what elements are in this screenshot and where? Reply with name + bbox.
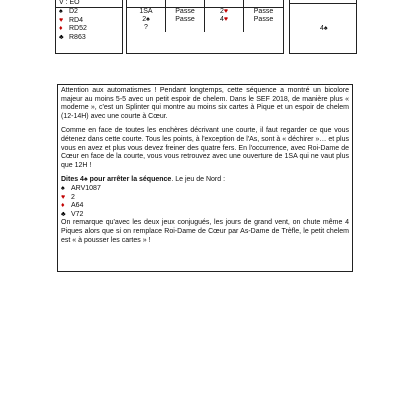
answer-bold: Dites 4♠ pour arrêter la séquence [61, 176, 172, 184]
hand-cards: R863 [69, 33, 86, 41]
bid-header [166, 0, 205, 8]
answer-box-header [290, 0, 356, 4]
hand-clubs [56, 34, 122, 43]
bidding-header [127, 0, 283, 8]
north-cards: ARV1087 [71, 184, 101, 192]
paragraph-2: Comme en face de toutes les enchères décrivant une courte, il faut regarder ce que vous détenez dans cette courte. Tous les points, à l'exception de l'As, sont à « déchirer »… et plus vous en avez et plus vous devez freiner des quatre fers. En l'occurrence, avec Roi-Dame de Cœur en face de la courte, vous vous retrouvez avec une ouverture de 1SA qui ne vaut plus que 12H ! [61, 127, 349, 169]
bid-cell: Passe [253, 16, 274, 23]
bid-cell: 2♠ [127, 16, 166, 24]
north-clubs [61, 211, 349, 220]
diamond-icon: ♦ [61, 202, 65, 210]
bid-cell [166, 24, 205, 32]
bid-cell: 1SA [127, 8, 166, 16]
hand-cards: RD4 [69, 16, 84, 24]
answer-bid: 4♠ [320, 25, 328, 32]
bid-header [205, 0, 244, 8]
bid-cell: 2♥ [205, 8, 244, 16]
bid-cell: Passe [166, 16, 205, 24]
north-cards: V72 [71, 210, 84, 218]
north-cards: 2 [71, 193, 75, 201]
answer-line [61, 176, 349, 185]
diamond-icon: ♦ [59, 25, 63, 32]
north-hearts [61, 194, 349, 203]
bid-cell: Passe [253, 8, 274, 15]
paragraph-1: Attention aux automatismes ! Pendant longtemps, cette séquence a montré un bicolore majeur au moins 5-5 avec un petit espoir de chelem. Dans le SEF 2018, de manière plus « moderne », c'est un Splinter qui montre au moins six cartes à Pique et un espoir de chelem (12-14H) avec une courte à Cœur. [61, 87, 349, 120]
hand-cards: RD52 [69, 25, 87, 32]
hand-box [55, 0, 123, 54]
bid-cell [244, 24, 283, 32]
club-icon: ♣ [59, 33, 64, 41]
spade-icon: ♠ [61, 184, 65, 192]
club-icon: ♣ [61, 210, 66, 218]
vulnerability: V : EO [56, 0, 122, 8]
north-cards: A64 [71, 202, 84, 210]
hand-cards: D2 [69, 8, 78, 15]
hand-list [56, 8, 122, 42]
bidding-rows [127, 8, 283, 32]
bid-header [244, 0, 283, 8]
bid-header [127, 0, 166, 8]
heart-icon: ♥ [61, 193, 66, 201]
commentary-box [57, 84, 353, 272]
spade-icon: ♠ [59, 8, 63, 15]
bid-cell: ? [127, 24, 166, 32]
answer-box [289, 0, 357, 54]
north-diamonds [61, 202, 349, 211]
paragraph-3: On remarque qu'avec les deux jeux conjugués, les jours de grand vent, on chute même 4 Piques alors que si on remplace Roi-Dame de Cœur par As-Dame de Trèfle, le petit chelem est « à pousser les cartes » ! [61, 219, 349, 244]
north-hand [61, 185, 349, 219]
hand-spades [56, 8, 122, 17]
hand-diamonds [56, 25, 122, 34]
heart-icon: ♥ [59, 16, 64, 24]
north-spades [61, 185, 349, 194]
bid-cell [205, 24, 244, 32]
answer-rest: . Le jeu de Nord : [171, 176, 226, 184]
hand-hearts [56, 17, 122, 26]
bid-cell: 4♥ [205, 16, 244, 24]
bid-cell: Passe [166, 8, 205, 16]
bidding-table [126, 0, 284, 54]
